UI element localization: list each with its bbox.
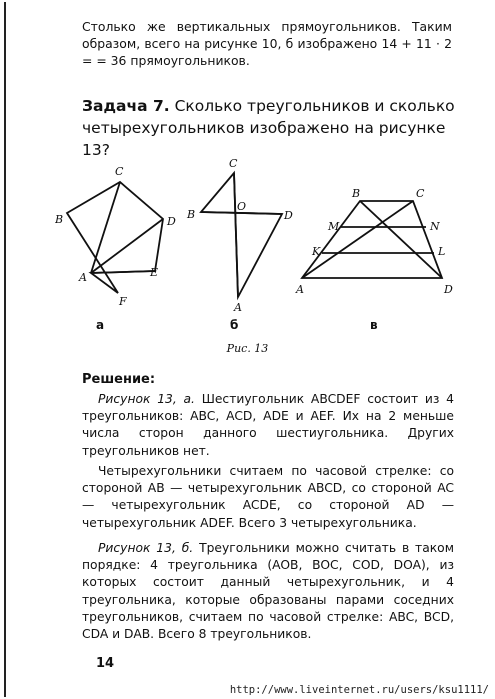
task-label: Задача 7. bbox=[82, 97, 170, 115]
fig-v-point-D: D bbox=[444, 283, 453, 296]
fig-a-point-A: A bbox=[79, 271, 87, 284]
figure-b bbox=[185, 155, 300, 319]
page-number: 14 bbox=[96, 656, 115, 671]
figure-v bbox=[292, 155, 462, 319]
figure-b-label: б bbox=[230, 318, 239, 332]
task-heading bbox=[82, 95, 472, 161]
paragraph-3-lead: Рисунок 13, б. bbox=[98, 541, 194, 555]
paragraph-1 bbox=[82, 391, 454, 460]
fig-v-point-K: K bbox=[312, 245, 321, 258]
figure-a bbox=[55, 155, 180, 319]
fig-b-point-A: A bbox=[234, 301, 242, 314]
paragraph-3 bbox=[82, 540, 454, 643]
fig-a-point-C: C bbox=[115, 165, 124, 178]
watermark-url: http://www.liveinternet.ru/users/ksu1111/ bbox=[229, 684, 489, 696]
fig-a-point-F: F bbox=[119, 295, 127, 308]
fig-b-point-O: O bbox=[237, 200, 247, 213]
fig-a-point-E: E bbox=[150, 266, 159, 279]
fig-v-point-C: C bbox=[416, 187, 425, 200]
paragraph-1-lead: Рисунок 13, а. bbox=[98, 392, 195, 406]
solution-heading: Решение: bbox=[82, 372, 156, 387]
fig-v-point-N: N bbox=[430, 220, 440, 233]
paragraph-1-text: Шестиугольник ABCDEF состоит из 4 треугольников: ABC, ACD, ADE и AEF. Их на 2 меньше числа сторон данного шестиугольника. Других треугольников нет. bbox=[82, 392, 454, 458]
fig-a-point-B: B bbox=[55, 213, 64, 226]
fig-b-point-C: C bbox=[229, 157, 238, 170]
fig-a-point-D: D bbox=[167, 215, 176, 228]
fig-b-point-D: D bbox=[284, 209, 293, 222]
figure-caption: Рис. 13 bbox=[226, 342, 269, 355]
figure-a-label: а bbox=[96, 318, 105, 332]
fig-v-point-B: B bbox=[352, 187, 361, 200]
top-text: Столько же вертикальных прямоугольников. Таким образом, всего на рисунке 10, б изображено 14 + 11 · 2 = = 36 прямоугольников. bbox=[82, 19, 452, 68]
paragraph-2: Четырехугольники считаем по часовой стрелке: со стороной AB — четырехугольник ABCD, со стороной AC — четырехугольник ACDE, со стороной AD — четырехугольник ADEF. Всего 3 четырехугольника. bbox=[82, 464, 454, 530]
fig-b-point-B: B bbox=[187, 208, 196, 221]
fig-v-point-M: M bbox=[328, 220, 340, 233]
fig-v-point-L: L bbox=[438, 245, 446, 258]
paragraph-3-text: Треугольники можно считать в таком порядке: 4 треугольника (AOB, BOC, COD, DOA), из которых состоит данный четырехугольник, и 4 треугольника, которые образованы парами соседних треугольников, считаем по часовой стрелке: ABC, BCD, CDA и DAB. Всего 8 треугольников. bbox=[82, 541, 454, 642]
figure-v-label: в bbox=[370, 318, 378, 332]
task-text: Сколько треугольников и сколько четырехугольников изображено на рисунке 13? bbox=[82, 97, 455, 159]
fig-v-point-A: A bbox=[296, 283, 304, 296]
